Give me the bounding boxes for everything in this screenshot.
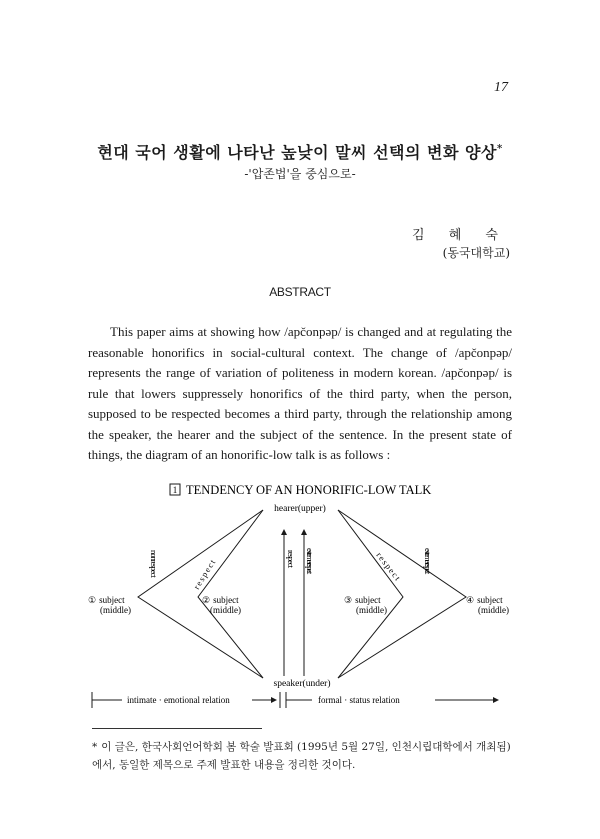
subject-4-num: ④ — [466, 595, 475, 605]
subject-4 — [466, 595, 503, 605]
subject-2-label: subject — [213, 595, 239, 605]
subject-1-label: subject — [99, 595, 125, 605]
subject-3-sub: (middle) — [356, 605, 387, 615]
left-inner-triangle — [198, 510, 263, 678]
subject-3 — [344, 595, 381, 605]
footnote-text: 이 글은, 한국사회언어학회 봄 학술 발표회 (1995년 5월 27일, 인천시립대학에서 개최됨)에서, 동일한 제목으로 주제 발표한 내용을 정리한 것이다. — [92, 741, 511, 771]
subject-3-num: ③ — [344, 595, 353, 605]
relation-right-label: formal · status relation — [318, 695, 400, 705]
abstract-heading: ABSTRACT — [269, 285, 331, 299]
abstract-body: This paper aims at showing how /apčonpəp/ is changed and at regulating the reasonable honorifics in social-cultural context. The change of /apčonpəp/ represents the range of variation of politeness in modern korean. /apčonpəp/ is rule that lowers suppressely honorifics of the third party, when the person, supposed to be respected becomes a third party, through the relationship among the speaker, the hearer and the subject of the sentence. In the present state of things, the diagram of an honorific-low talk is as follows : — [88, 324, 512, 462]
right-inner-triangle — [338, 510, 403, 678]
subject-2 — [202, 595, 239, 605]
label-nonrespect: nonrespect — [149, 550, 159, 577]
footnote — [92, 738, 516, 774]
label-respect-left: respect — [191, 556, 219, 592]
footnote-mark: * — [92, 741, 98, 753]
subject-1-num: ① — [88, 595, 97, 605]
title-footnote-mark: * — [496, 143, 503, 155]
subject-2-num: ② — [202, 595, 211, 605]
subject-1 — [88, 595, 125, 605]
figure-title: TENDENCY OF AN HONORIFIC-LOW TALK — [186, 483, 432, 497]
paper-subtitle: -'압존법'을 중심으로- — [244, 167, 356, 181]
label-respect-right: respect — [374, 550, 404, 584]
subject-1-sub: (middle) — [100, 605, 131, 615]
author-affiliation: (동국대학교) — [442, 246, 510, 260]
relation-left-label: intimate · emotional relation — [127, 695, 230, 705]
honorific-diagram — [80, 480, 530, 725]
label-respect-up: respect — [286, 550, 296, 568]
subject-4-label: subject — [477, 595, 503, 605]
hearer-label: hearer(upper) — [274, 504, 326, 514]
subject-4-sub: (middle) — [478, 605, 509, 615]
subject-2-sub: (middle) — [210, 605, 241, 615]
label-extreme-respect-up: extreme-respect — [305, 548, 315, 573]
figure-number: 1 — [172, 485, 178, 495]
footnote-rule — [92, 728, 262, 729]
paper-title-text: 현대 국어 생활에 나타난 높낮이 말씨 선택의 변화 양상 — [97, 143, 497, 162]
speaker-label: speaker(under) — [273, 679, 331, 689]
label-extreme-respect-right: extreme-respect — [423, 548, 433, 573]
paper-title — [0, 140, 600, 163]
subject-3-label: subject — [355, 595, 381, 605]
page-number: 17 — [494, 80, 508, 95]
author-name: 김 혜 숙 — [412, 228, 508, 243]
